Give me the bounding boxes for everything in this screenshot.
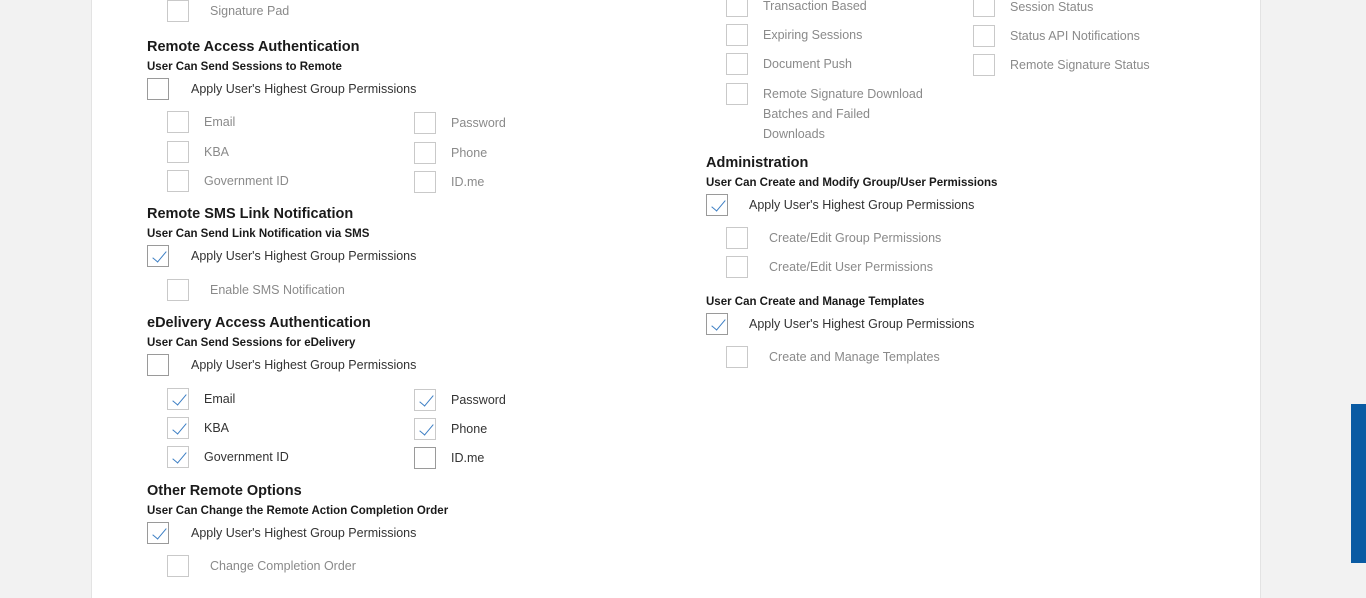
templates-master-label: Apply User's Highest Group Permissions [749,317,975,331]
edelivery-password-checkbox[interactable] [414,389,436,411]
remote-sig-status-checkbox[interactable] [973,54,995,76]
signature-pad-checkbox[interactable] [167,0,189,22]
remote-access-title: Remote Access Authentication [147,39,360,55]
remote-access-master-checkbox[interactable] [147,78,169,100]
edelivery-government-id-checkbox[interactable] [167,446,189,468]
session-status-checkbox[interactable] [973,0,995,17]
edelivery-master-label: Apply User's Highest Group Permissions [191,358,417,372]
remote-email-label: Email [204,115,236,129]
administration-master-checkbox[interactable] [706,194,728,216]
remote-sig-download-label: Remote Signature Download Batches and Failed Downloads [763,87,923,141]
remote-sms-title: Remote SMS Link Notification [147,206,354,222]
edelivery-master-checkbox[interactable] [147,354,169,376]
remote-kba-label: KBA [204,145,230,159]
enable-sms-label: Enable SMS Notification [210,283,345,297]
remote-password-checkbox[interactable] [414,112,436,134]
edit-user-permissions-label: Create/Edit User Permissions [769,260,933,274]
edit-user-permissions-checkbox[interactable] [726,256,748,278]
remote-government-id-checkbox[interactable] [167,170,189,192]
edelivery-kba-label: KBA [204,421,230,435]
document-push-label: Document Push [763,57,852,71]
session-status-label: Session Status [1010,0,1094,14]
edit-group-permissions-label: Create/Edit Group Permissions [769,231,942,245]
remote-sms-master-checkbox[interactable] [147,245,169,267]
change-order-checkbox[interactable] [167,555,189,577]
remote-password-label: Password [451,116,506,130]
expiring-sessions-checkbox[interactable] [726,24,748,46]
templates-master-checkbox[interactable] [706,313,728,335]
edelivery-idme-label: ID.me [451,451,485,465]
edelivery-title: eDelivery Access Authentication [147,315,371,331]
templates-subtitle: User Can Create and Manage Templates [706,296,925,308]
manage-templates-checkbox[interactable] [726,346,748,368]
other-remote-subtitle: User Can Change the Remote Action Completion Order [147,505,449,517]
remote-phone-label: Phone [451,146,488,160]
edelivery-phone-checkbox[interactable] [414,418,436,440]
remote-phone-checkbox[interactable] [414,142,436,164]
remote-access-subtitle: User Can Send Sessions to Remote [147,61,342,73]
edelivery-kba-checkbox[interactable] [167,417,189,439]
administration-master-label: Apply User's Highest Group Permissions [749,198,975,212]
other-remote-title: Other Remote Options [147,483,302,499]
document-push-checkbox[interactable] [726,53,748,75]
remote-sig-download-checkbox[interactable] [726,83,748,105]
administration-title: Administration [706,155,809,171]
expiring-sessions-label: Expiring Sessions [763,28,863,42]
transaction-based-checkbox[interactable] [726,0,748,17]
side-feedback-tab[interactable] [1351,404,1366,563]
edelivery-email-label: Email [204,392,236,406]
change-order-label: Change Completion Order [210,559,356,573]
remote-sms-master-label: Apply User's Highest Group Permissions [191,249,417,263]
remote-email-checkbox[interactable] [167,111,189,133]
remote-sig-status-label: Remote Signature Status [1010,58,1150,72]
edit-group-permissions-checkbox[interactable] [726,227,748,249]
signature-pad-label: Signature Pad [210,4,290,18]
edelivery-password-label: Password [451,393,506,407]
edelivery-subtitle: User Can Send Sessions for eDelivery [147,337,356,349]
remote-government-id-label: Government ID [204,174,289,188]
edelivery-email-checkbox[interactable] [167,388,189,410]
administration-subtitle: User Can Create and Modify Group/User Permissions [706,177,998,189]
status-api-checkbox[interactable] [973,25,995,47]
other-remote-master-checkbox[interactable] [147,522,169,544]
remote-access-master-label: Apply User's Highest Group Permissions [191,82,417,96]
remote-idme-label: ID.me [451,175,485,189]
transaction-based-label: Transaction Based [763,0,867,13]
enable-sms-checkbox[interactable] [167,279,189,301]
edelivery-government-id-label: Government ID [204,450,289,464]
manage-templates-label: Create and Manage Templates [769,350,940,364]
edelivery-idme-checkbox[interactable] [414,447,436,469]
remote-kba-checkbox[interactable] [167,141,189,163]
other-remote-master-label: Apply User's Highest Group Permissions [191,526,417,540]
remote-idme-checkbox[interactable] [414,171,436,193]
edelivery-phone-label: Phone [451,422,488,436]
status-api-label: Status API Notifications [1010,29,1140,43]
remote-sms-subtitle: User Can Send Link Notification via SMS [147,228,370,240]
